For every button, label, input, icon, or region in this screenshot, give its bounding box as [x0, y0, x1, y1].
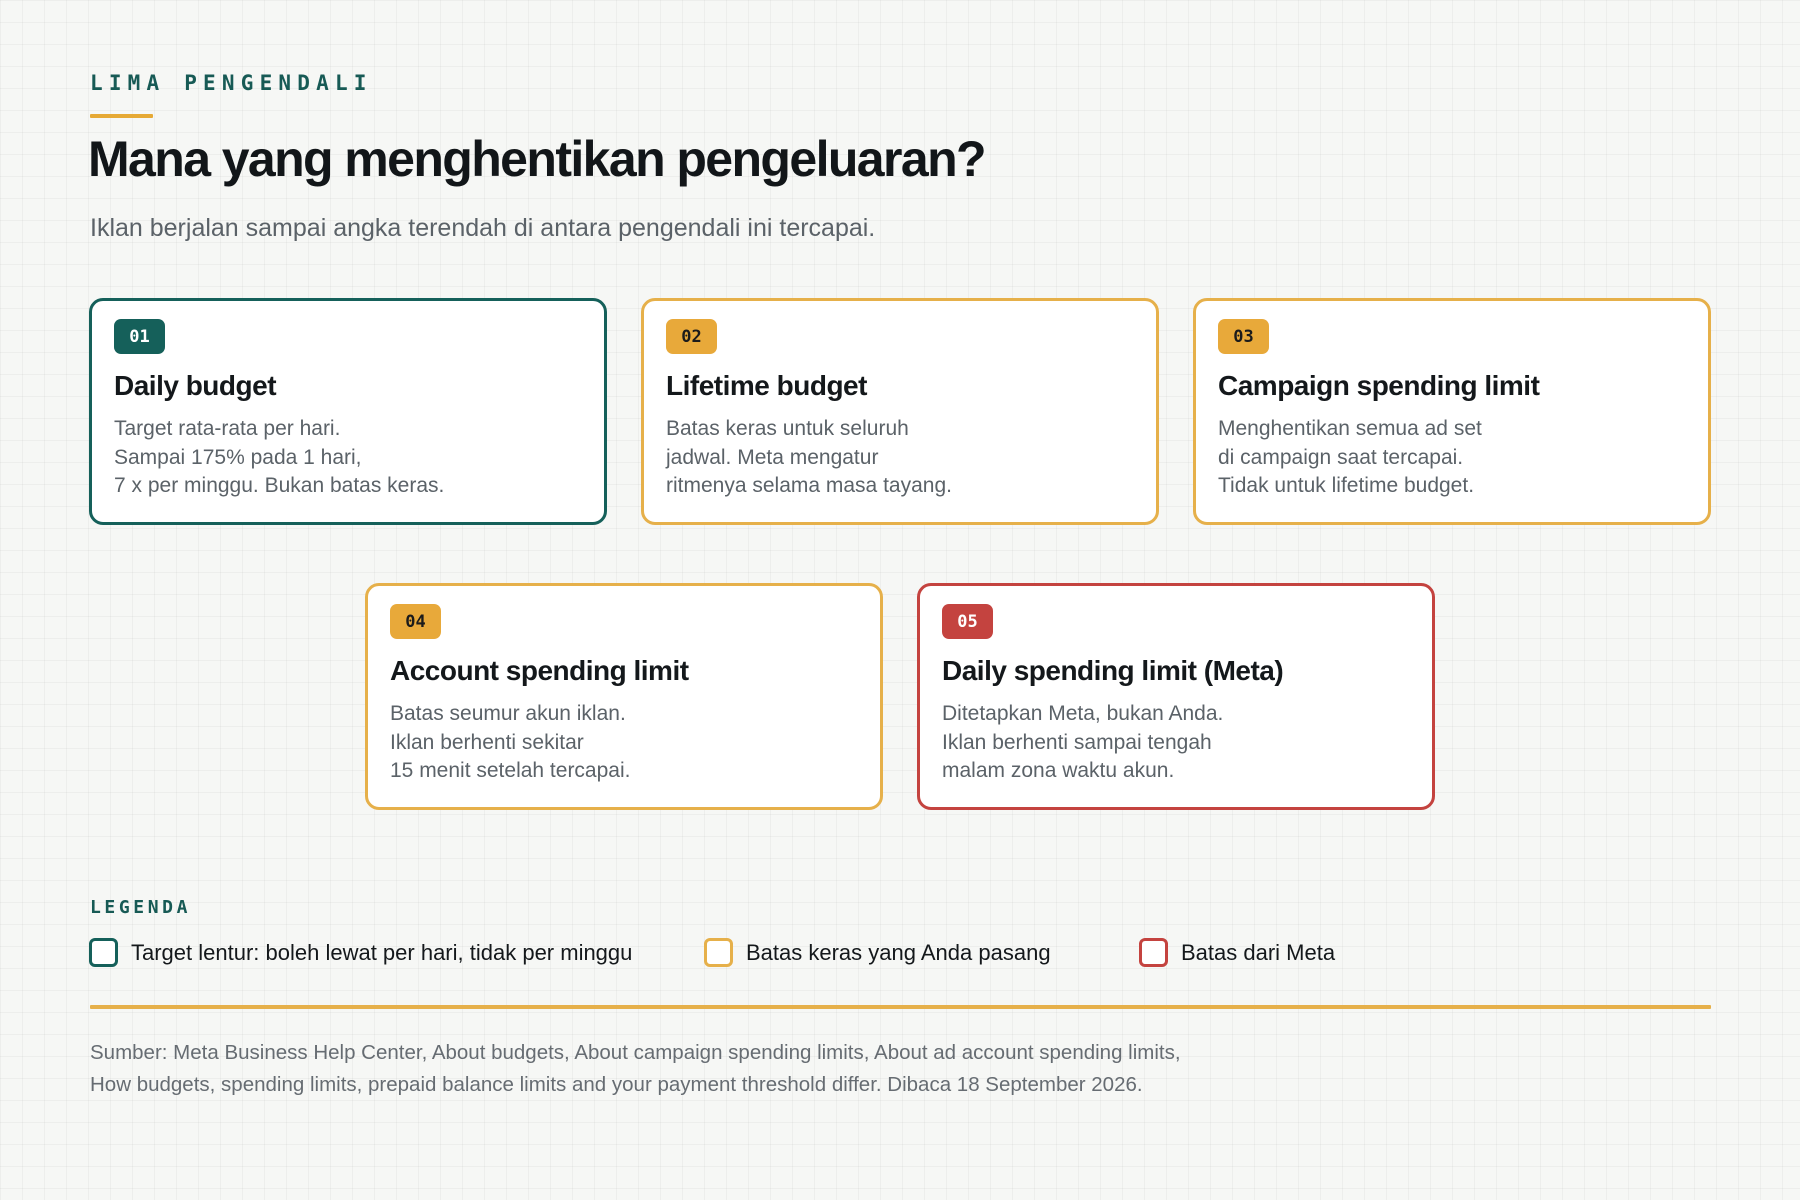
eyebrow-accent-rule [90, 114, 153, 118]
legend-swatch-teal [89, 938, 118, 967]
card-number-badge: 02 [666, 319, 717, 354]
card-description-line: Menghentikan semua ad set [1218, 417, 1482, 440]
source-line: How budgets, spending limits, prepaid balance limits and your payment threshold differ. Dibaca 18 September 2026. [90, 1073, 1143, 1096]
card-title: Daily budget [114, 370, 277, 401]
card-description-line: ritmenya selama masa tayang. [666, 474, 952, 497]
card-description-line: Iklan berhenti sekitar [390, 730, 584, 754]
card-description [942, 700, 1223, 786]
card-title: Account spending limit [390, 655, 689, 686]
card-title: Lifetime budget [666, 370, 867, 401]
card-description-line: 15 menit setelah tercapai. [390, 759, 631, 782]
card-description [390, 700, 630, 786]
footer-divider [90, 1005, 1711, 1009]
card-description-line: jadwal. Meta mengatur [666, 445, 879, 469]
control-card-lifetime-budget [641, 298, 1159, 525]
card-description-line: di campaign saat tercapai. [1218, 445, 1464, 469]
card-description-line: 7 x per minggu. Bukan batas keras. [114, 474, 445, 497]
legend-heading: LEGENDA [90, 897, 192, 918]
card-description-line: Tidak untuk lifetime budget. [1218, 474, 1475, 497]
legend-item-flexible-target [89, 937, 632, 968]
card-description [114, 415, 444, 501]
legend-item-hard-limit [704, 937, 1051, 968]
card-description-line: Iklan berhenti sampai tengah [942, 730, 1212, 754]
legend-label: Batas keras yang Anda pasang [746, 939, 1051, 965]
card-title: Daily spending limit (Meta) [942, 655, 1284, 686]
card-number-badge: 05 [942, 604, 993, 639]
card-number-badge: 03 [1218, 319, 1269, 354]
card-description-line: malam zona waktu akun. [942, 759, 1175, 782]
legend-label: Target lentur: boleh lewat per hari, tidak per minggu [131, 939, 633, 965]
card-description-line: Sampai 175% pada 1 hari, [114, 445, 362, 469]
control-card-account-spending-limit [365, 583, 883, 810]
card-description-line: Batas keras untuk seluruh [666, 417, 909, 440]
legend-swatch-amber [704, 938, 733, 967]
card-description [666, 415, 952, 501]
page-title: Mana yang menghentikan pengeluaran? [88, 131, 985, 187]
card-description-line: Target rata-rata per hari. [114, 417, 341, 440]
card-description [1218, 415, 1482, 501]
card-number-badge: 01 [114, 319, 165, 354]
legend-swatch-red [1139, 938, 1168, 967]
card-number-badge: 04 [390, 604, 441, 639]
control-card-daily-budget [89, 298, 607, 525]
control-card-daily-spending-limit-meta [917, 583, 1435, 810]
card-description-line: Batas seumur akun iklan. [390, 702, 626, 725]
source-line: Sumber: Meta Business Help Center, About budgets, About campaign spending limits, About ad account spending limits, [90, 1041, 1181, 1064]
source-note [90, 1037, 1181, 1101]
legend-label: Batas dari Meta [1181, 939, 1336, 965]
page-subtitle: Iklan berjalan sampai angka terendah di antara pengendali ini tercapai. [90, 214, 876, 242]
control-card-campaign-spending-limit [1193, 298, 1711, 525]
card-title: Campaign spending limit [1218, 370, 1540, 401]
eyebrow-label: LIMA PENGENDALI [90, 71, 373, 95]
card-description-line: Ditetapkan Meta, bukan Anda. [942, 702, 1224, 725]
legend-item-meta-limit [1139, 937, 1335, 968]
